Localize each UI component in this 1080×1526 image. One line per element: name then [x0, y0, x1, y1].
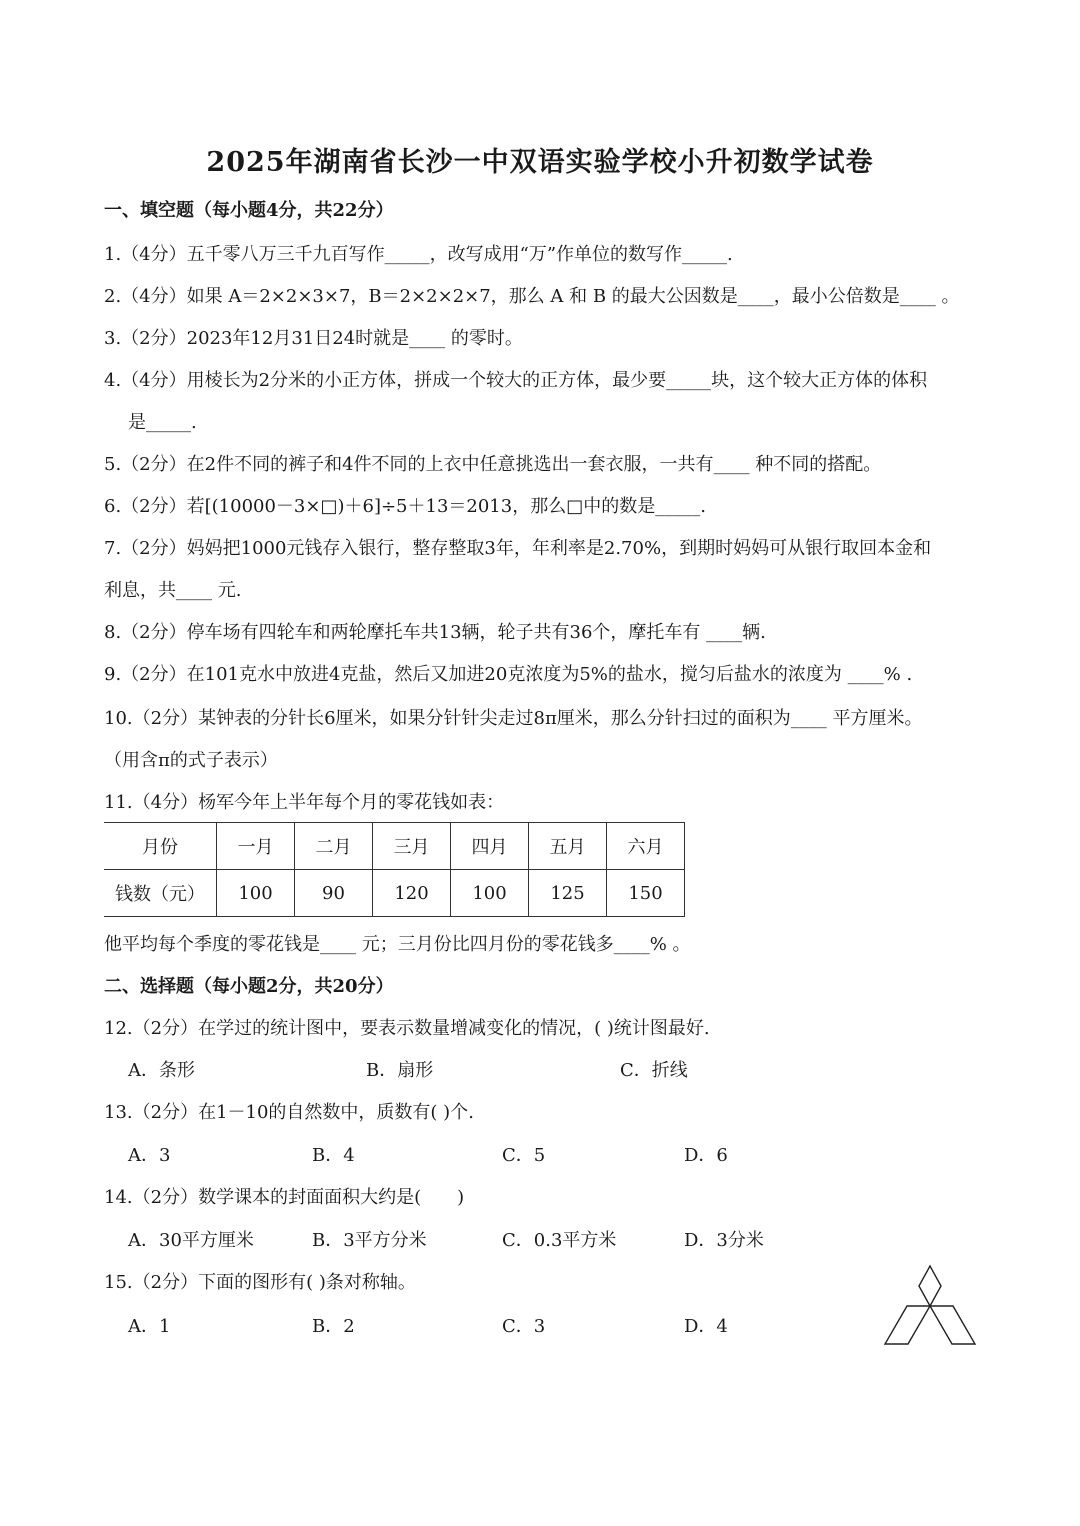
- option-c: C．3: [502, 1316, 546, 1337]
- question-11-follow-up: 他平均每个季度的零花钱是____ 元；三月份比四月份的零花钱多____% 。: [104, 934, 691, 955]
- table-cell: 100: [451, 870, 529, 917]
- option-c: C．0.3平方米: [502, 1230, 617, 1251]
- allowance-table: [104, 822, 685, 917]
- question-14: 14.（2分）数学课本的封面面积大约是( ): [104, 1187, 465, 1208]
- question-8: 8.（2分）停车场有四轮车和两轮摩托车共13辆，轮子共有36个，摩托车有 ____辆.: [104, 622, 766, 643]
- question-2: 2.（4分）如果 A＝2×2×3×7，B＝2×2×2×7，那么 A 和 B 的最大公因数是____，最小公倍数是____ 。: [104, 286, 960, 307]
- question-7-continued: 利息，共____ 元.: [104, 580, 242, 601]
- table-cell: 100: [217, 870, 295, 917]
- option-b: B．2: [312, 1316, 355, 1337]
- question-9: 9.（2分）在101克水中放进4克盐，然后又加进20克浓度为5%的盐水，搅匀后盐水的浓度为 ____% .: [104, 664, 913, 685]
- table-cell: 一月: [217, 823, 295, 870]
- question-6: 6.（2分）若[(10000－3×□)＋6]÷5＋13＝2013，那么□中的数是_____.: [104, 496, 706, 517]
- three-rhombus-figure: [880, 1262, 980, 1352]
- table-row: [104, 870, 685, 917]
- table-cell: 二月: [295, 823, 373, 870]
- question-13: 13.（2分）在1－10的自然数中，质数有( )个.: [104, 1102, 474, 1123]
- rhombus-right: [930, 1306, 975, 1344]
- table-cell: 五月: [529, 823, 607, 870]
- section-heading-multiple-choice: 二、选择题（每小题2分，共20分）: [104, 976, 394, 997]
- table-cell: 六月: [607, 823, 685, 870]
- question-1: 1.（4分）五千零八万三千九百写作_____，改写成用“万”作单位的数写作_____.: [104, 244, 733, 265]
- option-c: C．5: [502, 1145, 546, 1166]
- option-d: D．3分米: [684, 1230, 764, 1251]
- option-d: D．6: [684, 1145, 728, 1166]
- page-title: 2025年湖南省长沙一中双语实验学校小升初数学试卷: [206, 147, 874, 178]
- option-b: B．扇形: [366, 1060, 434, 1081]
- table-cell: 钱数（元）: [104, 870, 217, 917]
- option-a: A．条形: [128, 1060, 195, 1081]
- option-b: B．4: [312, 1145, 355, 1166]
- table-row: [104, 823, 685, 870]
- table-cell: 120: [373, 870, 451, 917]
- question-11: 11.（4分）杨军今年上半年每个月的零花钱如表：: [104, 792, 505, 813]
- option-d: D．4: [684, 1316, 728, 1337]
- rhombus-left: [885, 1306, 930, 1344]
- question-3: 3.（2分）2023年12月31日24时就是____ 的零时。: [104, 328, 523, 349]
- question-7: 7.（2分）妈妈把1000元钱存入银行，整存整取3年，年利率是2.70%，到期时妈妈可从银行取回本金和: [104, 538, 932, 559]
- question-15: 15.（2分）下面的图形有( )条对称轴。: [104, 1272, 416, 1293]
- question-10-continued: （用含π的式子表示）: [104, 750, 278, 771]
- table-cell: 150: [607, 870, 685, 917]
- question-12: 12.（2分）在学过的统计图中，要表示数量增减变化的情况，( )统计图最好.: [104, 1018, 710, 1039]
- question-4-continued: 是_____.: [128, 412, 197, 433]
- rhombus-top: [919, 1266, 941, 1306]
- option-a: A．30平方厘米: [128, 1230, 254, 1251]
- option-b: B．3平方分米: [312, 1230, 427, 1251]
- table-cell: 四月: [451, 823, 529, 870]
- option-a: A．1: [128, 1316, 171, 1337]
- table-cell: 125: [529, 870, 607, 917]
- option-a: A．3: [128, 1145, 171, 1166]
- question-10: 10.（2分）某钟表的分针长6厘米，如果分针针尖走过8π厘米，那么分针扫过的面积为____ 平方厘米。: [104, 708, 923, 729]
- option-c: C．折线: [620, 1060, 688, 1081]
- table-cell: 月份: [104, 823, 217, 870]
- section-heading-fill-blank: 一、填空题（每小题4分，共22分）: [104, 200, 394, 221]
- table-cell: 90: [295, 870, 373, 917]
- question-4: 4.（4分）用棱长为2分米的小正方体，拼成一个较大的正方体，最少要_____块，这个较大正方体的体积: [104, 370, 928, 391]
- table-cell: 三月: [373, 823, 451, 870]
- question-5: 5.（2分）在2件不同的裤子和4件不同的上衣中任意挑选出一套衣服，一共有____ 种不同的搭配。: [104, 454, 882, 475]
